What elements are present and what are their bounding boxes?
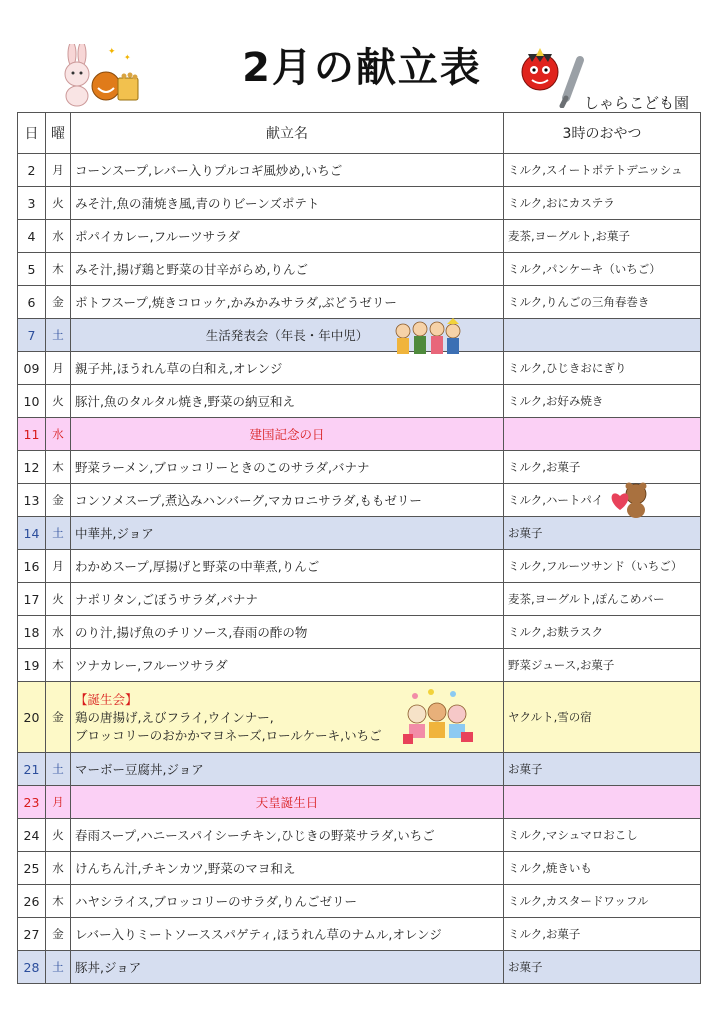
weekday-cell: 水 <box>46 616 71 649</box>
table-row <box>18 187 701 220</box>
snack-cell: ミルク,お麩ラスク <box>504 616 701 649</box>
birthday-label: 【誕生会】 <box>75 692 138 707</box>
menu-cell: 豚汁,魚のタルタル焼き,野菜の納豆和え <box>71 385 504 418</box>
snack-cell: ヤクルト,雪の宿 <box>504 682 701 753</box>
table-row <box>18 253 701 286</box>
snack-cell: ミルク,スイートポテトデニッシュ <box>504 154 701 187</box>
snack-cell <box>504 418 701 451</box>
day-cell: 2 <box>18 154 46 187</box>
day-cell: 17 <box>18 583 46 616</box>
weekday-cell: 木 <box>46 885 71 918</box>
birthday-party-illustration <box>401 688 475 746</box>
school-name: しゃらこども園 <box>584 94 690 112</box>
table-header-row <box>18 113 701 154</box>
table-row-holiday <box>18 418 701 451</box>
day-cell: 28 <box>18 951 46 984</box>
day-cell: 19 <box>18 649 46 682</box>
weekday-cell: 火 <box>46 819 71 852</box>
menu-cell <box>71 682 504 753</box>
column-header-snack: 3時のおやつ <box>504 113 701 154</box>
day-cell: 11 <box>18 418 46 451</box>
weekday-cell: 月 <box>46 352 71 385</box>
table-row <box>18 550 701 583</box>
weekday-cell: 月 <box>46 550 71 583</box>
snack-cell: ミルク,お菓子 <box>504 451 701 484</box>
snack-cell: ミルク,おにカステラ <box>504 187 701 220</box>
day-cell: 18 <box>18 616 46 649</box>
snack-cell: 麦茶,ヨーグルト,お菓子 <box>504 220 701 253</box>
menu-cell: のり汁,揚げ魚のチリソース,春雨の酢の物 <box>71 616 504 649</box>
menu-cell: 豚丼,ジョア <box>71 951 504 984</box>
table-row-holiday <box>18 786 701 819</box>
menu-cell: コーンスープ,レバー入りプルコギ風炒め,いちご <box>71 154 504 187</box>
day-cell: 16 <box>18 550 46 583</box>
menu-cell: 中華丼,ジョア <box>71 517 504 550</box>
bunny-with-mask-illustration <box>58 44 142 108</box>
weekday-cell: 月 <box>46 786 71 819</box>
menu-cell: けんちん汁,チキンカツ,野菜のマヨ和え <box>71 852 504 885</box>
day-cell: 10 <box>18 385 46 418</box>
snack-cell: ミルク,お菓子 <box>504 918 701 951</box>
table-row <box>18 517 701 550</box>
day-cell: 23 <box>18 786 46 819</box>
day-cell: 21 <box>18 753 46 786</box>
table-row <box>18 885 701 918</box>
snack-cell: ミルク,りんごの三角春巻き <box>504 286 701 319</box>
menu-cell: わかめスープ,厚揚げと野菜の中華煮,りんご <box>71 550 504 583</box>
day-cell: 26 <box>18 885 46 918</box>
snack-cell <box>504 484 701 517</box>
table-row <box>18 154 701 187</box>
day-cell: 25 <box>18 852 46 885</box>
snack-cell <box>504 786 701 819</box>
table-row <box>18 451 701 484</box>
children-performance-illustration <box>393 317 463 357</box>
menu-cell: ハヤシライス,ブロッコリーのサラダ,りんごゼリー <box>71 885 504 918</box>
red-oni-illustration <box>514 48 590 108</box>
menu-cell: ツナカレー,フルーツサラダ <box>71 649 504 682</box>
snack-cell: お菓子 <box>504 753 701 786</box>
table-row <box>18 352 701 385</box>
menu-cell <box>71 319 504 352</box>
page-title: 2月の献立表 <box>242 45 482 91</box>
day-cell: 24 <box>18 819 46 852</box>
table-row <box>18 918 701 951</box>
menu-cell: ポパイカレー,フルーツサラダ <box>71 220 504 253</box>
weekday-cell: 火 <box>46 187 71 220</box>
snack-cell: ミルク,焼きいも <box>504 852 701 885</box>
svg-text:✦: ✦ <box>124 53 131 62</box>
menu-line: ブロッコリーのおかかマヨネーズ,ロールケーキ,いちご <box>75 728 382 743</box>
table-row <box>18 484 701 517</box>
table-row <box>18 649 701 682</box>
menu-cell: ポトフスープ,焼きコロッケ,かみかみサラダ,ぶどうゼリー <box>71 286 504 319</box>
holiday-label: 建国記念の日 <box>71 418 504 451</box>
day-cell: 4 <box>18 220 46 253</box>
menu-line: 鶏の唐揚げ,えびフライ,ウインナー, <box>75 710 274 725</box>
menu-cell: コンソメスープ,煮込みハンバーグ,マカロニサラダ,ももゼリー <box>71 484 504 517</box>
snack-cell: 野菜ジュース,お菓子 <box>504 649 701 682</box>
weekday-cell: 土 <box>46 517 71 550</box>
snack-cell: ミルク,ひじきおにぎり <box>504 352 701 385</box>
event-label: 生活発表会（年長・年中児） <box>205 328 369 343</box>
snack-cell: お菓子 <box>504 517 701 550</box>
weekday-cell: 金 <box>46 918 71 951</box>
menu-cell: 春雨スープ,ハニースパイシーチキン,ひじきの野菜サラダ,いちご <box>71 819 504 852</box>
weekday-cell: 水 <box>46 220 71 253</box>
weekday-cell: 金 <box>46 286 71 319</box>
weekday-cell: 金 <box>46 484 71 517</box>
svg-text:✦: ✦ <box>108 47 116 57</box>
day-cell: 5 <box>18 253 46 286</box>
table-row <box>18 753 701 786</box>
table-row <box>18 286 701 319</box>
weekday-cell: 月 <box>46 154 71 187</box>
column-header-day: 日 <box>18 113 46 154</box>
weekday-cell: 木 <box>46 451 71 484</box>
menu-table <box>17 112 701 984</box>
menu-cell: みそ汁,魚の蒲焼き風,青のりビーンズポテト <box>71 187 504 220</box>
day-cell: 20 <box>18 682 46 753</box>
column-header-menu: 献立名 <box>71 113 504 154</box>
day-cell: 09 <box>18 352 46 385</box>
menu-cell: ナポリタン,ごぼうサラダ,バナナ <box>71 583 504 616</box>
weekday-cell: 土 <box>46 319 71 352</box>
day-cell: 12 <box>18 451 46 484</box>
day-cell: 13 <box>18 484 46 517</box>
table-row-birthday <box>18 682 701 753</box>
snack-cell <box>504 319 701 352</box>
snack-cell: ミルク,お好み焼き <box>504 385 701 418</box>
weekday-cell: 土 <box>46 753 71 786</box>
weekday-cell: 木 <box>46 253 71 286</box>
table-row <box>18 583 701 616</box>
table-row <box>18 616 701 649</box>
day-cell: 14 <box>18 517 46 550</box>
table-row <box>18 852 701 885</box>
snack-cell: お菓子 <box>504 951 701 984</box>
snack-cell: ミルク,フルーツサンド（いちご） <box>504 550 701 583</box>
menu-cell: マーボー豆腐丼,ジョア <box>71 753 504 786</box>
table-row <box>18 220 701 253</box>
snack-label: ミルク,ハートパイ <box>508 493 604 507</box>
day-cell: 3 <box>18 187 46 220</box>
menu-cell: 野菜ラーメン,ブロッコリーときのこのサラダ,バナナ <box>71 451 504 484</box>
column-header-dow: 曜 <box>46 113 71 154</box>
table-row <box>18 385 701 418</box>
snack-cell: ミルク,マシュマロおこし <box>504 819 701 852</box>
weekday-cell: 火 <box>46 385 71 418</box>
table-row <box>18 819 701 852</box>
snack-cell: ミルク,カスタードワッフル <box>504 885 701 918</box>
holiday-label: 天皇誕生日 <box>71 786 504 819</box>
day-cell: 7 <box>18 319 46 352</box>
menu-cell: 親子丼,ほうれん草の白和え,オレンジ <box>71 352 504 385</box>
weekday-cell: 金 <box>46 682 71 753</box>
weekday-cell: 土 <box>46 951 71 984</box>
menu-cell: レバー入りミートソーススパゲティ,ほうれん草のナムル,オレンジ <box>71 918 504 951</box>
weekday-cell: 水 <box>46 418 71 451</box>
bear-with-heart-illustration <box>608 480 650 518</box>
table-row <box>18 951 701 984</box>
snack-cell: 麦茶,ヨーグルト,ぽんこめバー <box>504 583 701 616</box>
weekday-cell: 水 <box>46 852 71 885</box>
day-cell: 27 <box>18 918 46 951</box>
table-row-event <box>18 319 701 352</box>
snack-cell: ミルク,パンケーキ（いちご） <box>504 253 701 286</box>
day-cell: 6 <box>18 286 46 319</box>
weekday-cell: 木 <box>46 649 71 682</box>
menu-cell: みそ汁,揚げ鶏と野菜の甘辛がらめ,りんご <box>71 253 504 286</box>
weekday-cell: 火 <box>46 583 71 616</box>
